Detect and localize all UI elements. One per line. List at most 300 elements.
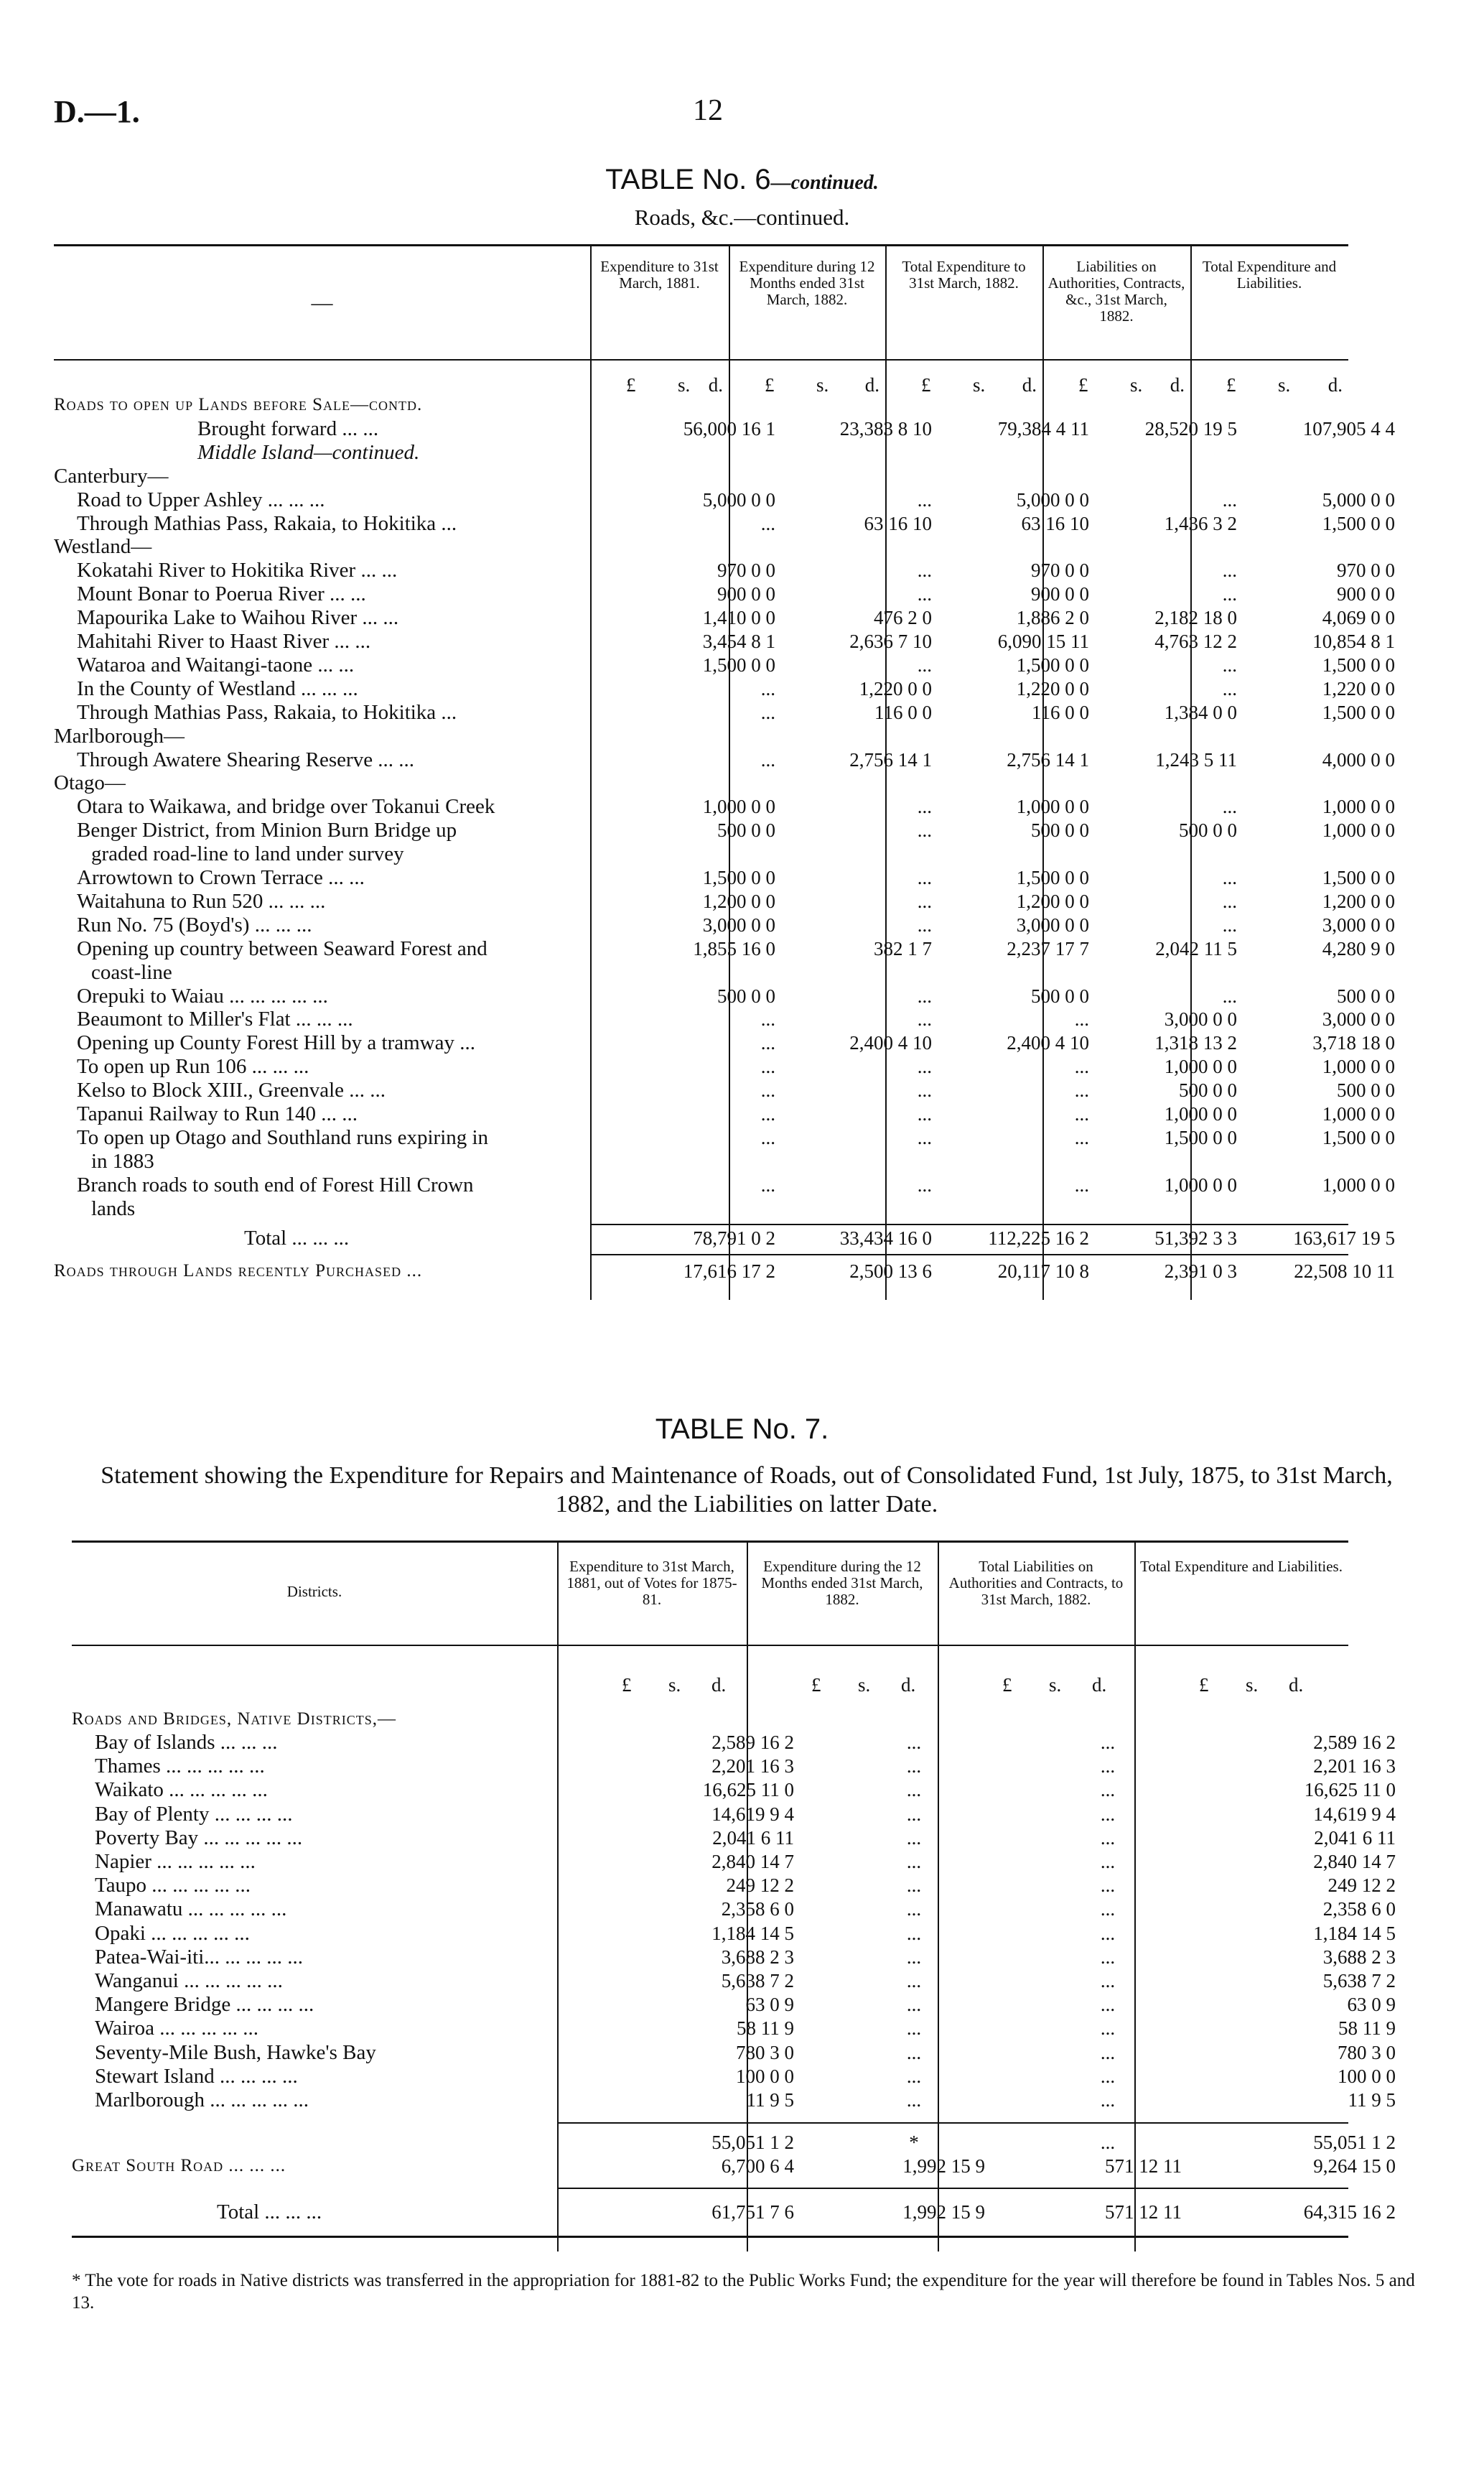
table6-title-suffix: —continued. — [770, 172, 879, 194]
table7-top-rule — [72, 1540, 1348, 1543]
table6-cell: ... — [917, 1126, 932, 1148]
table6-cell: 3,000 0 0 — [1322, 914, 1395, 936]
table6-cell: 1,855 16 0 — [693, 937, 775, 959]
table7-title: TABLE No. 7. — [655, 1413, 829, 1445]
table6-row-label: Kelso to Block XIII., Greenvale ... ... — [77, 1079, 386, 1102]
table6-cell: 970 0 0 — [1337, 559, 1395, 582]
shilling-unit: s. — [1246, 1674, 1259, 1696]
table7-cell: 1,992 15 9 — [902, 2201, 985, 2223]
table6-cell: 970 0 0 — [717, 559, 775, 582]
shilling-unit: s. — [858, 1674, 871, 1696]
table6-cell: 1,000 0 0 — [1164, 1103, 1237, 1125]
table7-header-rule — [72, 1645, 1348, 1646]
table7-cell: ... — [906, 2089, 922, 2111]
table6-cell: 1,500 0 0 — [1322, 867, 1395, 888]
table6-cell: 500 0 0 — [1031, 985, 1089, 1007]
table6-row-label: Brought forward ... ... — [197, 417, 379, 440]
table7-cell: 1,992 15 9 — [902, 2155, 985, 2178]
table7-cell: ... — [1100, 1970, 1116, 1992]
table6-total-label: Total ... ... ... — [244, 1226, 350, 1250]
table6-row-label: Kokatahi River to Hokitika River ... ... — [77, 559, 398, 582]
pound-unit: £ — [622, 1674, 632, 1696]
table6-cell: 1,410 0 0 — [702, 607, 775, 629]
table6-cell: 1,500 0 0 — [1016, 654, 1089, 676]
table6-cell: 1,200 0 0 — [702, 890, 775, 912]
table6-cell: 78,791 0 2 — [693, 1227, 775, 1249]
table7-cell: ... — [1100, 1779, 1116, 1801]
shilling-unit: s. — [973, 374, 986, 396]
table6-cell: 4,280 9 0 — [1322, 937, 1395, 959]
table7-row-label: Taupo ... ... ... ... ... — [95, 1874, 251, 1897]
table7-col-header: Total Expenditure and Liabilities. — [1140, 1558, 1343, 1575]
table7-cell: ... — [906, 1970, 922, 1992]
table6-cell: ... — [917, 654, 932, 676]
table6-total-bottom-rule — [590, 1254, 1348, 1255]
table7-subtotal-rule — [557, 2122, 1348, 2124]
table6-col-header: Liabilities on Authorities, Contracts, &c., 31st March, 1882. — [1047, 258, 1185, 325]
table6-cell: 900 0 0 — [1031, 583, 1089, 605]
pence-unit: d. — [1170, 374, 1185, 396]
table6-cell: 2,400 4 10 — [849, 1032, 932, 1054]
table6-row-label: Run No. 75 (Boyd's) ... ... ... — [77, 913, 312, 937]
table6-cell: ... — [917, 796, 932, 818]
table7-cell: 2,589 16 2 — [711, 1732, 794, 1753]
table6-row-label: Road to Upper Ashley ... ... ... — [77, 488, 325, 511]
table6-cell: 3,454 8 1 — [702, 631, 775, 652]
table6-row-label: To open up Otago and Southland runs expiring in — [77, 1125, 489, 1149]
table6-cell: 500 0 0 — [1179, 819, 1237, 842]
table7-col-header: Expenditure during the 12 Months ended 31st March, 1882. — [761, 1558, 923, 1608]
table6-row-label: Through Mathias Pass, Rakaia, to Hokitika ... — [77, 700, 457, 724]
table6-cell: 1,000 0 0 — [1322, 1056, 1395, 1078]
table6-cell: 500 0 0 — [717, 985, 775, 1007]
table7-row-label: Poverty Bay ... ... ... ... ... — [95, 1826, 303, 1849]
table6-cell: 22,508 10 11 — [1294, 1260, 1395, 1283]
table6-cell: 56,000 16 1 — [683, 417, 775, 440]
table6-title-main: TABLE No. 6 — [605, 164, 771, 195]
table7-cell: ... — [906, 1946, 922, 1968]
table6-col-header: Total Expenditure and Liabilities. — [1202, 258, 1337, 292]
table7-cell: 2,201 16 3 — [1313, 1755, 1396, 1777]
table6-cell: 5,000 0 0 — [1322, 488, 1395, 511]
table6-row-label: Arrowtown to Crown Terrace ... ... — [77, 866, 365, 889]
table7-cell: ... — [906, 2017, 922, 2040]
table6-total-rule — [590, 1224, 1348, 1225]
table6-cell: ... — [917, 867, 932, 888]
table6-cell: 1,200 0 0 — [1016, 890, 1089, 912]
table6-row-label: Beaumont to Miller's Flat ... ... ... — [77, 1008, 353, 1031]
table6-col-header: Expenditure during 12 Months ended 31st March, 1882. — [739, 258, 875, 308]
table7-cell: ... — [906, 1922, 922, 1944]
table7-bottom-rule — [72, 2236, 1348, 2238]
table6-header-rule — [54, 359, 1348, 361]
table6-row-label: Waitahuna to Run 520 ... ... ... — [77, 889, 326, 913]
table7-cell: 571 12 11 — [1105, 2201, 1182, 2223]
table7-row-label: Napier ... ... ... ... ... — [95, 1850, 256, 1873]
table6-cell: 1,500 0 0 — [1322, 654, 1395, 676]
pence-unit: d. — [1022, 374, 1037, 396]
table7-row-label: Seventy-Mile Bush, Hawke's Bay — [95, 2040, 376, 2064]
table6-row-label: Mapourika Lake to Waihou River ... ... — [77, 606, 399, 630]
pence-unit: d. — [1327, 374, 1343, 396]
table6-row-label: Wataroa and Waitangi-taone ... ... — [77, 653, 355, 677]
table6-cell: ... — [760, 1008, 775, 1031]
table7-cell: ... — [906, 1826, 922, 1849]
table7-cell: ... — [1100, 1732, 1116, 1753]
table7-cell: ... — [1100, 1851, 1116, 1872]
table6-cell: 2,500 13 6 — [849, 1260, 932, 1283]
table7-cell: 11 9 5 — [746, 2089, 794, 2111]
table6-cell: 382 1 7 — [874, 937, 932, 959]
table6-cell: ... — [1074, 1008, 1089, 1031]
pence-unit: d. — [708, 374, 723, 396]
table6-cell: 23,383 8 10 — [839, 417, 932, 440]
table7-cell: 16,625 11 0 — [1304, 1779, 1396, 1801]
table7-cell: ... — [1100, 1803, 1116, 1825]
table6-cell: 1,000 0 0 — [1322, 1103, 1395, 1125]
table6-top-rule — [54, 244, 1348, 246]
table7-row-label: Waikato ... ... ... ... ... — [95, 1778, 268, 1802]
table7-cell: ... — [1100, 1898, 1116, 1920]
table6-cell: 900 0 0 — [1337, 583, 1395, 605]
table7-row-label: Mangere Bridge ... ... ... ... — [95, 1993, 314, 2017]
table6-cell: 2,391 0 3 — [1164, 1260, 1237, 1283]
table6-cell: ... — [1222, 914, 1237, 936]
table7-cell: 1,184 14 5 — [1313, 1922, 1396, 1944]
table6-cell: 1,220 0 0 — [1016, 677, 1089, 700]
table6-cell: 107,905 4 4 — [1302, 417, 1395, 440]
table6-cell: ... — [917, 985, 932, 1007]
table6-cell: 1,500 0 0 — [1322, 701, 1395, 723]
table6-col-header: Total Expenditure to 31st March, 1882. — [902, 258, 1026, 292]
table6-cell: 500 0 0 — [1031, 819, 1089, 842]
table7-cell: ... — [906, 1851, 922, 1872]
table6-cell: 20,117 10 8 — [997, 1260, 1089, 1283]
table6-cell: 63 16 10 — [864, 512, 932, 534]
table6-cell: 163,617 19 5 — [1293, 1227, 1395, 1249]
table6-cell: ... — [917, 914, 932, 936]
document-code: D.—1. — [54, 94, 140, 129]
table6-cell: 970 0 0 — [1031, 559, 1089, 582]
table6-cell: ... — [917, 819, 932, 842]
shilling-unit: s. — [1130, 374, 1143, 396]
table6-cell: 1,000 0 0 — [1016, 796, 1089, 818]
table7-cell: 780 3 0 — [1338, 2041, 1396, 2063]
pence-unit: d. — [1092, 1674, 1107, 1696]
table7-cell: 3,688 2 3 — [1322, 1946, 1396, 1968]
table6-cell: ... — [760, 1103, 775, 1125]
pound-unit: £ — [1199, 1674, 1209, 1696]
table6-row-label: Middle Island—continued. — [197, 440, 420, 464]
table6-cell: 476 2 0 — [874, 607, 932, 629]
table6-cell: ... — [1222, 654, 1237, 676]
table6-cell: 112,225 16 2 — [988, 1227, 1089, 1249]
table7-cell: ... — [906, 1803, 922, 1825]
table6-cell: ... — [1074, 1103, 1089, 1125]
table6-cell: ... — [760, 1126, 775, 1148]
table7-section-label: Roads and Bridges, Native Districts,— — [72, 1709, 396, 1729]
table6-cell: ... — [1222, 677, 1237, 700]
table6-cell: 500 0 0 — [717, 819, 775, 842]
table7-row-label: Marlborough ... ... ... ... ... — [95, 2088, 309, 2111]
shilling-unit: s. — [1278, 374, 1291, 396]
table7-cell: 64,315 16 2 — [1303, 2201, 1396, 2223]
table6-title — [0, 164, 1484, 196]
table6-cell: 79,384 4 11 — [997, 417, 1089, 440]
table7-total-rule — [557, 2188, 1348, 2189]
table7-cell: 2,840 14 7 — [711, 1851, 794, 1872]
table6-cell: 500 0 0 — [1337, 985, 1395, 1007]
table6-cell: ... — [760, 748, 775, 771]
table6-cell: 1,500 0 0 — [702, 867, 775, 888]
table6-row-label: coast-line — [91, 960, 172, 984]
table6-cell: 900 0 0 — [717, 583, 775, 605]
table6-col-divider — [590, 244, 592, 1300]
table6-cell: ... — [917, 890, 932, 912]
table7-col-header: Total Liabilities on Authorities and Contracts, to 31st March, 1882. — [948, 1558, 1124, 1608]
table6-row-label: Mahitahi River to Haast River ... ... — [77, 630, 371, 653]
table6-row-label: Otara to Waikawa, and bridge over Tokanui Creek — [77, 795, 495, 819]
table6-cell: 4,069 0 0 — [1322, 607, 1395, 629]
table6-cell: ... — [917, 1056, 932, 1078]
table7-cell: 58 11 9 — [1338, 2017, 1396, 2040]
table6-row-label: Benger District, from Minion Burn Bridge up — [77, 819, 457, 842]
table6-cell: ... — [760, 1079, 775, 1102]
table6-cell: 3,000 0 0 — [702, 914, 775, 936]
table6-cell: 1,500 0 0 — [1016, 867, 1089, 888]
table6-cell: ... — [1074, 1056, 1089, 1078]
table7-cell: 5,638 7 2 — [1322, 1970, 1396, 1992]
shilling-unit: s. — [1049, 1674, 1062, 1696]
table6-cell: ... — [1074, 1079, 1089, 1102]
table6-cell: 63 16 10 — [1021, 512, 1089, 534]
pence-unit: d. — [711, 1674, 727, 1696]
table6-cell: 500 0 0 — [1179, 1079, 1237, 1102]
table6-row-label: Opening up country between Seaward Forest and — [77, 937, 487, 960]
table7-great-south-label: Great South Road ... ... ... — [72, 2156, 286, 2176]
table7-cell: 2,840 14 7 — [1313, 1851, 1396, 1872]
table6-cell: 1,500 0 0 — [1322, 512, 1395, 534]
table7-cell: 11 9 5 — [1348, 2089, 1396, 2111]
table6-row-label: Orepuki to Waiau ... ... ... ... ... — [77, 984, 328, 1008]
table7-cell: 14,619 9 4 — [711, 1803, 794, 1825]
table6-row-label: Opening up County Forest Hill by a tramway ... — [77, 1031, 475, 1055]
table6-cell: 5,000 0 0 — [1016, 488, 1089, 511]
table6-cell: 1,384 0 0 — [1164, 701, 1237, 723]
table7-cell: ... — [906, 1898, 922, 1920]
pound-unit: £ — [1226, 374, 1236, 396]
table6-row-label: Mount Bonar to Poerua River ... ... — [77, 582, 366, 606]
table6-cell: 3,000 0 0 — [1164, 1008, 1237, 1031]
table6-cell: ... — [1222, 867, 1237, 888]
table6-cell: 3,000 0 0 — [1016, 914, 1089, 936]
table7-cell: ... — [906, 1779, 922, 1801]
table7-cell: 780 3 0 — [736, 2041, 794, 2063]
table7-cell: ... — [1100, 2065, 1116, 2087]
table7-cell: 249 12 2 — [726, 1874, 794, 1897]
table7-cell: 2,589 16 2 — [1313, 1732, 1396, 1753]
table6-row-label: In the County of Westland ... ... ... — [77, 677, 358, 700]
table6-cell: ... — [1074, 1174, 1089, 1196]
table7-cell: 5,638 7 2 — [721, 1970, 794, 1992]
table7-cell: ... — [1100, 1946, 1116, 1968]
table6-cell: 4,000 0 0 — [1322, 748, 1395, 771]
table6-cell: ... — [1222, 583, 1237, 605]
table6-col-header: Expenditure to 31st March, 1881. — [600, 258, 719, 292]
table7-cell: ... — [1100, 2041, 1116, 2063]
table6-row-label: Marlborough— — [54, 724, 185, 748]
table6-cell: 1,318 13 2 — [1154, 1032, 1237, 1054]
table6-cell: ... — [760, 1032, 775, 1054]
table6-row-label: Westland— — [54, 535, 152, 559]
table6-cell: 1,200 0 0 — [1322, 890, 1395, 912]
table7-col-header: Expenditure to 31st March, 1881, out of Votes for 1875-81. — [566, 1558, 737, 1608]
table7-cell: ... — [906, 1732, 922, 1753]
table6-cell: ... — [917, 1103, 932, 1125]
table7-cell: ... — [906, 1874, 922, 1897]
table7-cell: 2,201 16 3 — [711, 1755, 794, 1777]
table6-cell: 2,756 14 1 — [1007, 748, 1089, 771]
table6-cell: 1,243 5 11 — [1155, 748, 1237, 771]
table6-cell: 33,434 16 0 — [839, 1227, 932, 1249]
table6-cell: 2,400 4 10 — [1007, 1032, 1089, 1054]
table6-cell: 116 0 0 — [1032, 701, 1089, 723]
table6-cell: 1,000 0 0 — [1322, 1174, 1395, 1196]
table7-cell: 63 0 9 — [745, 1994, 794, 2016]
table6-cell: 3,000 0 0 — [1322, 1008, 1395, 1031]
table7-cell: 2,358 6 0 — [1322, 1898, 1396, 1920]
table6-cell: 1,000 0 0 — [1322, 819, 1395, 842]
table6-recent-label: Roads through Lands recently Purchased ... — [54, 1261, 423, 1281]
table7-cell: 249 12 2 — [1327, 1874, 1396, 1897]
table6-row-label: in 1883 — [91, 1149, 154, 1173]
table7-cell: 2,041 6 11 — [1314, 1826, 1396, 1849]
table6-cell: ... — [760, 701, 775, 723]
table6-cell: 10,854 8 1 — [1312, 631, 1395, 652]
table7-row-label: Thames ... ... ... ... ... — [95, 1755, 265, 1778]
table6-cell: 1,500 0 0 — [1322, 1126, 1395, 1148]
shilling-unit: s. — [678, 374, 691, 396]
table7-cell: ... — [1100, 1994, 1116, 2016]
table6-cell: 51,392 3 3 — [1154, 1227, 1237, 1249]
table6-row-label: To open up Run 106 ... ... ... — [77, 1055, 309, 1079]
table7-cell: ... — [1100, 2089, 1116, 2111]
table6-cell: 5,000 0 0 — [702, 488, 775, 511]
table6-cell: 500 0 0 — [1337, 1079, 1395, 1102]
table6-cell: 17,616 17 2 — [683, 1260, 775, 1283]
table6-cell: 1,500 0 0 — [1164, 1126, 1237, 1148]
table7-cell: * — [909, 2132, 919, 2154]
pound-unit: £ — [765, 374, 775, 396]
table7-cell: 61,751 7 6 — [711, 2201, 794, 2223]
pound-unit: £ — [626, 374, 636, 396]
table7-cell: ... — [1100, 1874, 1116, 1897]
table6-cell: 2,042 11 5 — [1155, 937, 1237, 959]
table6-row-label: Roads to open up Lands before Sale—contd. — [54, 395, 423, 414]
table6-cell: ... — [760, 1174, 775, 1196]
pence-unit: d. — [901, 1674, 916, 1696]
table6-cell: 3,718 18 0 — [1312, 1032, 1395, 1054]
table6-cell: ... — [917, 1079, 932, 1102]
pound-unit: £ — [811, 1674, 821, 1696]
table7-row-label: Bay of Plenty ... ... ... ... — [95, 1802, 293, 1826]
table7-cell: 63 0 9 — [1347, 1994, 1396, 2016]
table7-row-label: Manawatu ... ... ... ... ... — [95, 1897, 287, 1921]
table6-cell: 1,886 2 0 — [1016, 607, 1089, 629]
table7-cell: 3,688 2 3 — [721, 1946, 794, 1968]
table6-row-label: Tapanui Railway to Run 140 ... ... — [77, 1102, 358, 1125]
table6-cell: ... — [917, 559, 932, 582]
table6-cell: ... — [1222, 796, 1237, 818]
table7-cell: ... — [906, 2041, 922, 2063]
table7-row-label: Bay of Islands ... ... ... — [95, 1731, 278, 1754]
footnote: * The vote for roads in Native districts was transferred in the appropriation for 1881-82 to the Public Works Fund; the expenditure for the year will therefore be found in Tables Nos. 5 and 13. — [72, 2271, 1415, 2313]
table7-cell: 100 0 0 — [736, 2065, 794, 2087]
table6-cell: ... — [1222, 985, 1237, 1007]
table6-cell: 28,520 19 5 — [1144, 417, 1237, 440]
table6-subtitle: Roads, &c.—continued. — [634, 205, 850, 230]
table7-cell: ... — [1100, 2017, 1116, 2040]
table7-districts-header: Districts. — [286, 1583, 342, 1600]
table6-cell: ... — [1074, 1126, 1089, 1148]
shilling-unit: s. — [816, 374, 829, 396]
table6-row-label: Branch roads to south end of Forest Hill Crown — [77, 1173, 474, 1196]
table6-cell: 1,220 0 0 — [1322, 677, 1395, 700]
table6-row-label: Through Mathias Pass, Rakaia, to Hokitika ... — [77, 511, 457, 535]
table6-cell: ... — [1222, 890, 1237, 912]
table6-cell: ... — [917, 1174, 932, 1196]
table7-col-divider — [557, 1540, 559, 2251]
table7-cell: 2,358 6 0 — [721, 1898, 794, 1920]
table6-cell: ... — [917, 1008, 932, 1031]
table6-cell: 1,500 0 0 — [702, 654, 775, 676]
table6-cell: 2,756 14 1 — [849, 748, 932, 771]
table6-cell: 1,220 0 0 — [859, 677, 932, 700]
table6-cell: ... — [917, 583, 932, 605]
table7-cell: 6,700 6 4 — [721, 2155, 794, 2178]
table6-cell: 1,000 0 0 — [1164, 1174, 1237, 1196]
table7-cell: ... — [1100, 1922, 1116, 1944]
table6-cell: 2,636 7 10 — [849, 631, 932, 652]
page-number: 12 — [693, 94, 723, 127]
table7-cell: 58 11 9 — [737, 2017, 794, 2040]
table7-cell: ... — [1100, 1755, 1116, 1777]
pound-unit: £ — [1078, 374, 1088, 396]
table6-dash-header: — — [311, 291, 333, 315]
table6-cell: ... — [760, 1056, 775, 1078]
table6-cell: ... — [1222, 559, 1237, 582]
table7-description: Statement showing the Expenditure for Repairs and Maintenance of Roads, out of Consolidated Fund, 1st July, 1875, to 31st March, 1882, and the Liabilities on latter Date. — [101, 1462, 1393, 1518]
table6-cell: 1,000 0 0 — [1164, 1056, 1237, 1078]
table6-cell: ... — [917, 488, 932, 511]
table7-cell: 14,619 9 4 — [1313, 1803, 1396, 1825]
pence-unit: d. — [1289, 1674, 1304, 1696]
table6-cell: 1,000 0 0 — [1322, 796, 1395, 818]
table7-cell: 55,051 1 2 — [711, 2132, 794, 2154]
table7-cell: 100 0 0 — [1338, 2065, 1396, 2087]
table7-cell: 571 12 11 — [1105, 2155, 1182, 2178]
table6-row-label: Through Awatere Shearing Reserve ... ... — [77, 748, 415, 771]
pound-unit: £ — [1002, 1674, 1012, 1696]
table6-cell: 4,763 12 2 — [1154, 631, 1237, 652]
table6-row-label: graded road-line to land under survey — [91, 842, 404, 866]
table6-cell: ... — [760, 677, 775, 700]
table6-cell: ... — [1222, 488, 1237, 511]
table6-cell: 1,000 0 0 — [702, 796, 775, 818]
table7-cell: ... — [906, 1994, 922, 2016]
table7-cell: 1,184 14 5 — [711, 1922, 794, 1944]
table6-cell: 116 0 0 — [874, 701, 932, 723]
